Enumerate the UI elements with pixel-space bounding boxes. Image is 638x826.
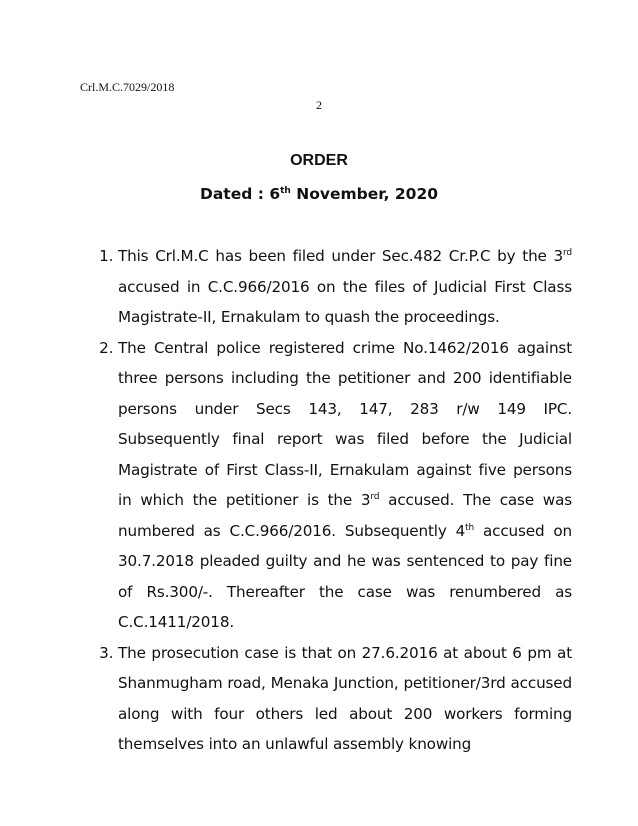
paragraph-text: accused in C.C.966/2016 on the files of Judicial First Class Magistrate-II, Ernakulam to quash the proceedings. (118, 277, 572, 326)
order-heading: ORDER (290, 152, 348, 169)
paragraph-2 (118, 333, 572, 638)
date-ordinal: th (280, 186, 291, 196)
paragraph-text: This Crl.M.C has been filed under Sec.482 Cr.P.C by the 3 (118, 247, 564, 265)
order-paragraphs (92, 241, 572, 760)
ordinal-sup: th (465, 522, 475, 533)
paragraph-text: The Central police registered crime No.1462/2016 against three persons including the petitioner and 200 identifiable persons under Secs 143, 147, 283 r/w 149 IPC. Subsequently final report was filed before the Judicial Magistrate of First Class-II, Ernakulam against five persons in which the petitioner is the 3 (118, 338, 572, 509)
paragraph-3 (118, 638, 572, 760)
paragraph-text: The prosecution case is that on 27.6.2016 at about 6 pm at Shanmugham road, Menaka Junction, petitioner/3rd accused along with four others led about 200 workers forming themselves into an unlawful assembly knowing (118, 643, 572, 753)
date-prefix: Dated : 6 (199, 185, 281, 203)
page-number: 2 (316, 98, 322, 112)
date-suffix: November, 2020 (290, 185, 439, 203)
ordinal-sup: rd (563, 248, 572, 258)
paragraph-text: accused. The case was numbered as C.C.966/2016. Subsequently 4 (118, 491, 572, 540)
ordinal-sup: rd (370, 492, 380, 502)
paragraph-text: accused on 30.7.2018 pleaded guilty and he was sentenced to pay fine of Rs.300/-. Thereafter the case was renumbered as C.C.1411/2018. (118, 521, 572, 631)
paragraph-1 (118, 241, 572, 333)
order-date (0, 185, 638, 203)
case-number: Crl.M.C.7029/2018 (80, 80, 175, 94)
